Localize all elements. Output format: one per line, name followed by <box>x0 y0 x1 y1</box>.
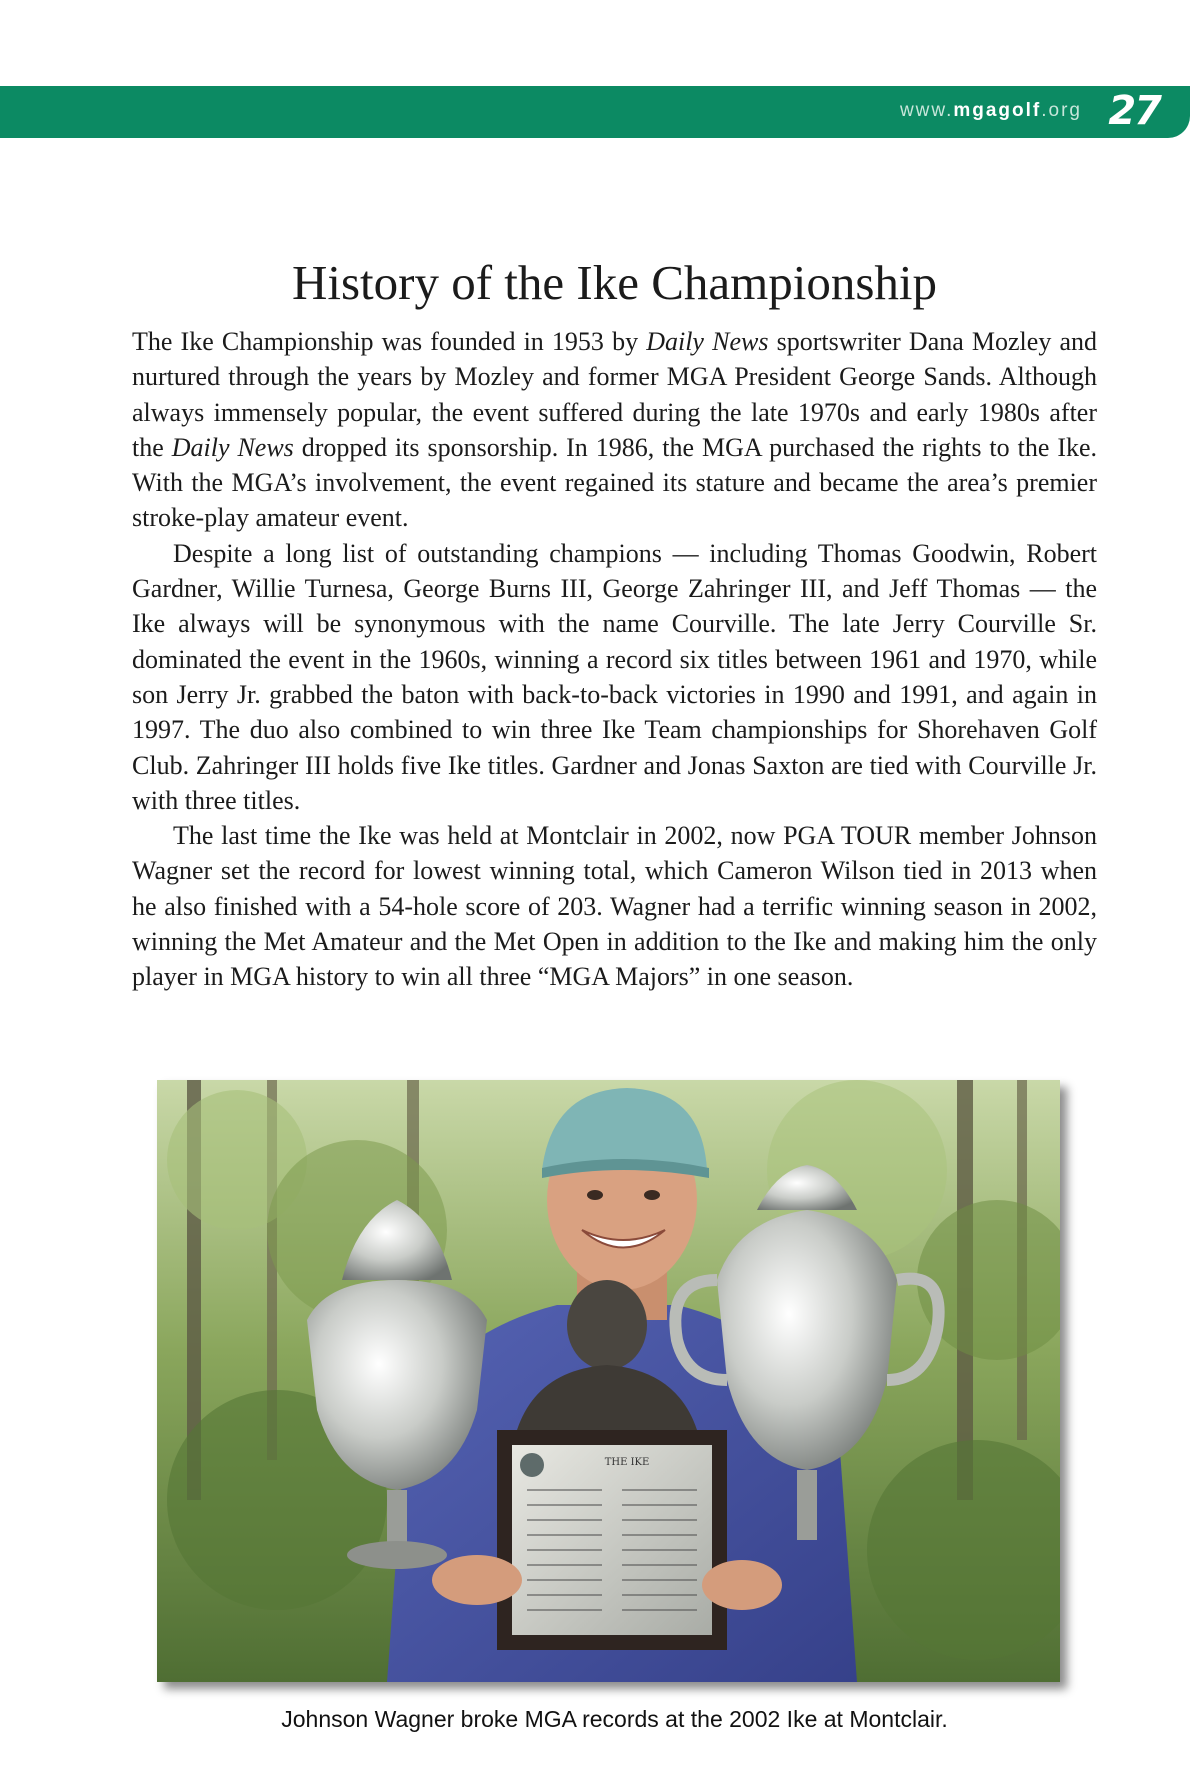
site-url[interactable] <box>900 100 1082 122</box>
article-title: History of the Ike Championship <box>291 255 938 310</box>
publication-name: Daily News <box>171 432 294 462</box>
photo-illustration <box>157 1080 1060 1682</box>
paragraph-2: Despite a long list of outstanding champions — including Thomas Goodwin, Robert Gardner, Willie Turnesa, George Burns III, George Zahringer III, and Jeff Thomas — the Ike always will be synonymous with the name Courville. The late Jerry Courville Sr. dominated the event in the 1960s, winning a record six titles between 1961 and 1970, while son Jerry Jr. grabbed the baton with back-to-back victories in 1990 and 1991, and again in 1997. The duo also combined to win three Ike Team championships for Shorehaven Golf Club. Zahringer III holds five Ike titles. Gardner and Jonas Saxton are tied with Courville Jr. with three titles. <box>132 538 1097 815</box>
url-suffix: .org <box>1041 100 1082 121</box>
page-number: 27 <box>1108 88 1160 134</box>
url-prefix: www. <box>899 100 954 121</box>
paragraph-3: The last time the Ike was held at Montclair in 2002, now PGA TOUR member Johnson Wagner set the record for lowest winning total, which Cameron Wilson tied in 2013 when he also finished with a 54-hole score of 203. Wagner had a terrific winning season in 2002, winning the Met Amateur and the Met Open in addition to the Ike and making him the only player in MGA history to win all three “MGA Majors” in one season. <box>132 821 1097 992</box>
photo-caption: Johnson Wagner broke MGA records at the 2002 Ike at Montclair. <box>281 1706 948 1732</box>
header-band <box>0 86 1190 138</box>
photo-johnson-wagner <box>157 1080 1060 1682</box>
article-body <box>132 324 1097 995</box>
url-domain: mgagolf <box>953 100 1042 121</box>
publication-name: Daily News <box>646 327 769 356</box>
p1-text-a: The Ike Championship was founded in 1953 by <box>132 327 647 356</box>
p1-text-c: dropped its sponsorship. In 1986, the MGA purchased the rights to the Ike. With the MGA’s involvement, the event regained its stature and became the area’s premier stroke-play amateur event. <box>132 432 1098 533</box>
paragraph-1 <box>132 324 1097 536</box>
p1-text-b: sportswriter Dana Mozley and nurtured through the years by Mozley and former MGA President George Sands. Although always immensely popular, the event suffered during the late 1970s and early 1980s after the <box>132 327 1097 462</box>
plaque-heading: THE IKE <box>604 1457 650 1468</box>
